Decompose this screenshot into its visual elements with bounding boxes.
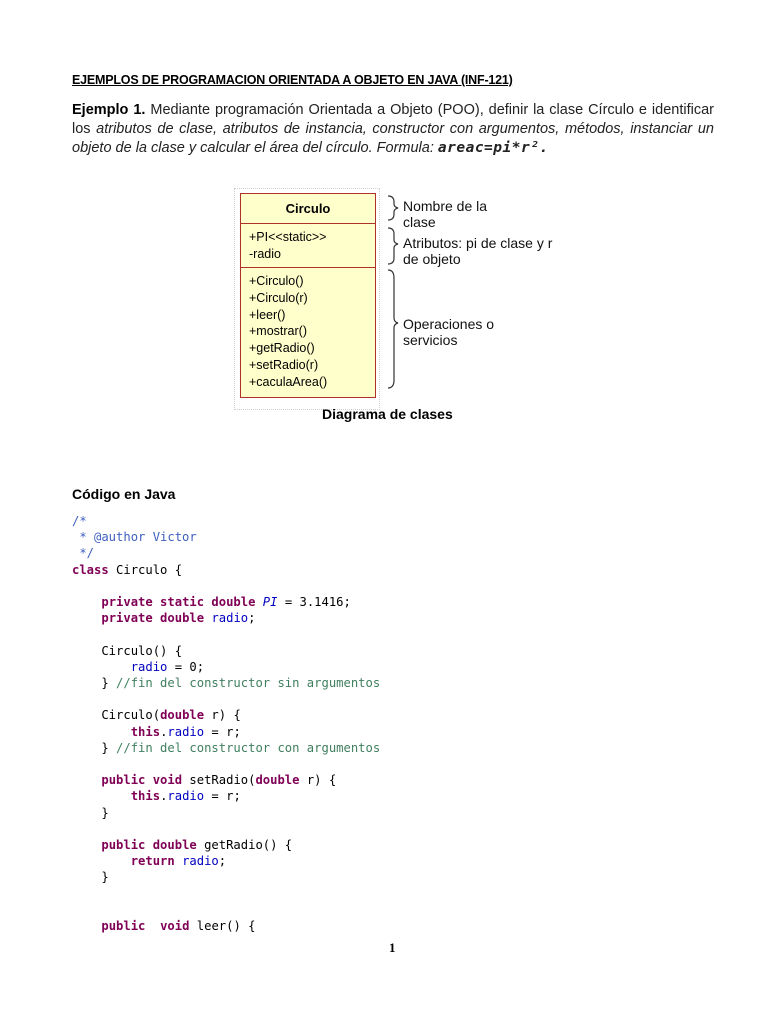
uml-attribute: -radio [249, 247, 281, 261]
uml-class-box [240, 193, 376, 398]
intro-text: Mediante programación Orientada a Objeto (POO), definir la clase Círculo e identificar los [72, 102, 714, 137]
uml-class-name: Circulo [241, 194, 375, 224]
uml-operation: +Circulo(r) [249, 290, 308, 305]
diagram-caption: Diagrama de clases [322, 406, 453, 422]
area-formula: areac=pi*r². [437, 140, 549, 156]
uml-operation: +mostrar() [249, 324, 307, 339]
java-code-block: /* * @author Victor */ class Circulo { private static double PI = 3.1416; private double radio; Circulo() { radio = 0; } //fin del constructor sin argumentos Circulo(double r) { this.radio = r; } //fin del constructor con argumentos public void setRadio(double r) { this.radio = r; } public double getRadio() { return radio; } public void leer() { [72, 514, 381, 934]
note-attributes: Atributos: pi de clase y r de objeto [403, 235, 553, 267]
uml-operation: +setRadio(r) [249, 357, 319, 372]
uml-braces [386, 194, 400, 394]
note-operations: Operaciones o servicios [403, 316, 495, 348]
brace-class-name [388, 196, 398, 220]
uml-attributes [241, 224, 375, 268]
example-label: Ejemplo 1. [72, 102, 146, 118]
uml-operation: +caculaArea() [249, 374, 328, 389]
intro-italic-text: atributos de clase, atributos de instancia, constructor con argumentos, métodos, instanciar un objeto de la clase y calcular el área del círculo. Formula: [72, 121, 714, 156]
uml-operations [241, 269, 375, 391]
code-heading: Código en Java [72, 486, 176, 502]
brace-attributes [388, 228, 398, 264]
note-class-name: Nombre de la clase [403, 198, 488, 230]
document-title: EJEMPLOS DE PROGRAMACION ORIENTADA A OBJETO EN JAVA (INF-121) [72, 73, 513, 87]
page-number: 1 [389, 940, 396, 955]
intro-paragraph [72, 101, 714, 158]
uml-operation: +Circulo() [249, 274, 304, 288]
uml-operation: +getRadio() [249, 341, 315, 356]
uml-attribute: +PI<<static>> [249, 230, 327, 244]
uml-operation: +leer() [249, 307, 286, 322]
brace-operations [388, 270, 398, 388]
